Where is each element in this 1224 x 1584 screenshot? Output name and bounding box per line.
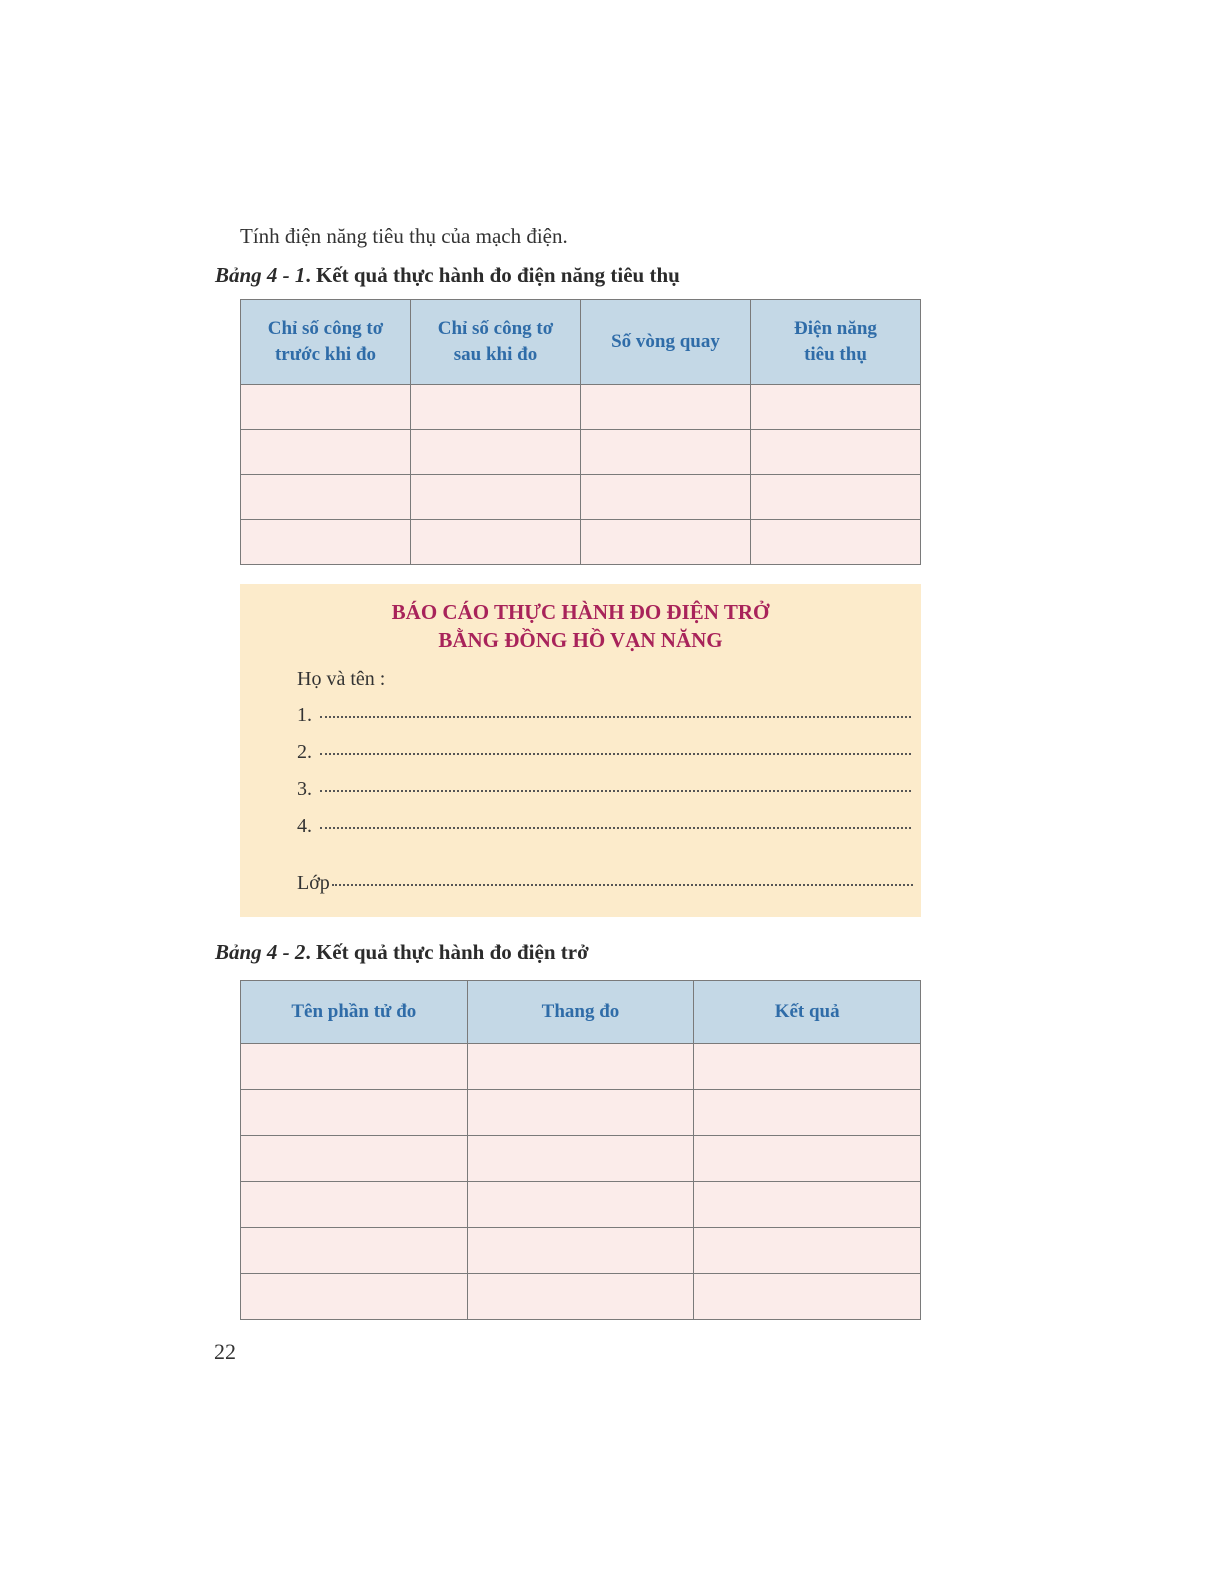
- header-meter-after: Chỉ số công tơ sau khi đo: [411, 300, 581, 385]
- energy-results-table: [240, 299, 921, 565]
- table-cell[interactable]: [581, 520, 751, 565]
- table-row: [241, 430, 921, 475]
- header-result: Kết quả: [694, 981, 921, 1044]
- table2-caption: [215, 940, 589, 965]
- table-cell[interactable]: [694, 1136, 921, 1182]
- table-row: [241, 1274, 921, 1320]
- table-cell[interactable]: [751, 520, 921, 565]
- table-row: [241, 385, 921, 430]
- page-number: 22: [214, 1339, 236, 1364]
- name-line-2: 2.: [297, 741, 911, 764]
- table-row: [241, 1044, 921, 1090]
- header-meter-before: Chỉ số công tơ trước khi đo: [241, 300, 411, 385]
- class-line: Lớp: [297, 872, 913, 895]
- fill-in-line-1[interactable]: [320, 715, 911, 718]
- report-box: [240, 584, 921, 917]
- resistance-results-table: [240, 980, 921, 1320]
- name-line-3: 3.: [297, 778, 911, 801]
- fill-in-line-4[interactable]: [320, 826, 911, 829]
- header-scale: Thang đo: [467, 981, 694, 1044]
- fill-in-class[interactable]: [332, 883, 913, 886]
- table-cell[interactable]: [241, 1182, 468, 1228]
- table-cell[interactable]: [241, 475, 411, 520]
- table-cell[interactable]: [581, 430, 751, 475]
- table-cell[interactable]: [467, 1228, 694, 1274]
- table-cell[interactable]: [241, 1228, 468, 1274]
- table-cell[interactable]: [581, 385, 751, 430]
- table2-caption-label: Bảng 4 - 2: [215, 940, 306, 964]
- table-cell[interactable]: [241, 1274, 468, 1320]
- table1-caption-label: Bảng 4 - 1: [215, 263, 306, 287]
- name-label: Họ và tên :: [297, 668, 386, 690]
- table-cell[interactable]: [694, 1044, 921, 1090]
- table-cell[interactable]: [411, 385, 581, 430]
- table-header-row: [241, 981, 921, 1044]
- table-cell[interactable]: [467, 1182, 694, 1228]
- table-cell[interactable]: [694, 1274, 921, 1320]
- table-cell[interactable]: [467, 1136, 694, 1182]
- table-cell[interactable]: [694, 1228, 921, 1274]
- header-element-name: Tên phần tử đo: [241, 981, 468, 1044]
- table-cell[interactable]: [411, 475, 581, 520]
- table-cell[interactable]: [751, 430, 921, 475]
- header-energy-consumed: Điện năng tiêu thụ: [751, 300, 921, 385]
- table-cell[interactable]: [467, 1274, 694, 1320]
- name-line-1: 1.: [297, 704, 911, 727]
- report-title-line1: BÁO CÁO THỰC HÀNH ĐO ĐIỆN TRỞ: [391, 600, 770, 624]
- table-cell[interactable]: [467, 1044, 694, 1090]
- table-cell[interactable]: [411, 430, 581, 475]
- fill-in-line-3[interactable]: [320, 789, 911, 792]
- table-cell[interactable]: [694, 1090, 921, 1136]
- table-row: [241, 1182, 921, 1228]
- table-cell[interactable]: [241, 430, 411, 475]
- table-cell[interactable]: [694, 1182, 921, 1228]
- intro-text: Tính điện năng tiêu thụ của mạch điện.: [240, 224, 568, 248]
- table-cell[interactable]: [241, 1090, 468, 1136]
- table-cell[interactable]: [751, 385, 921, 430]
- header-revolutions: Số vòng quay: [581, 300, 751, 385]
- table-row: [241, 1090, 921, 1136]
- table1-caption-title: . Kết quả thực hành đo điện năng tiêu thụ: [305, 263, 680, 287]
- name-line-4: 4.: [297, 815, 911, 838]
- table-row: [241, 520, 921, 565]
- table1-caption: [215, 263, 680, 288]
- table-cell[interactable]: [241, 385, 411, 430]
- table-header-row: [241, 300, 921, 385]
- table-cell[interactable]: [241, 1136, 468, 1182]
- table-cell[interactable]: [241, 1044, 468, 1090]
- table-row: [241, 475, 921, 520]
- report-title-line2: BẰNG ĐỒNG HỒ VẠN NĂNG: [438, 628, 723, 652]
- table-cell[interactable]: [581, 475, 751, 520]
- table-cell[interactable]: [467, 1090, 694, 1136]
- table-row: [241, 1228, 921, 1274]
- table2-caption-title: . Kết quả thực hành đo điện trở: [305, 940, 589, 964]
- fill-in-line-2[interactable]: [320, 752, 911, 755]
- table-row: [241, 1136, 921, 1182]
- table-cell[interactable]: [751, 475, 921, 520]
- table-cell[interactable]: [241, 520, 411, 565]
- table-cell[interactable]: [411, 520, 581, 565]
